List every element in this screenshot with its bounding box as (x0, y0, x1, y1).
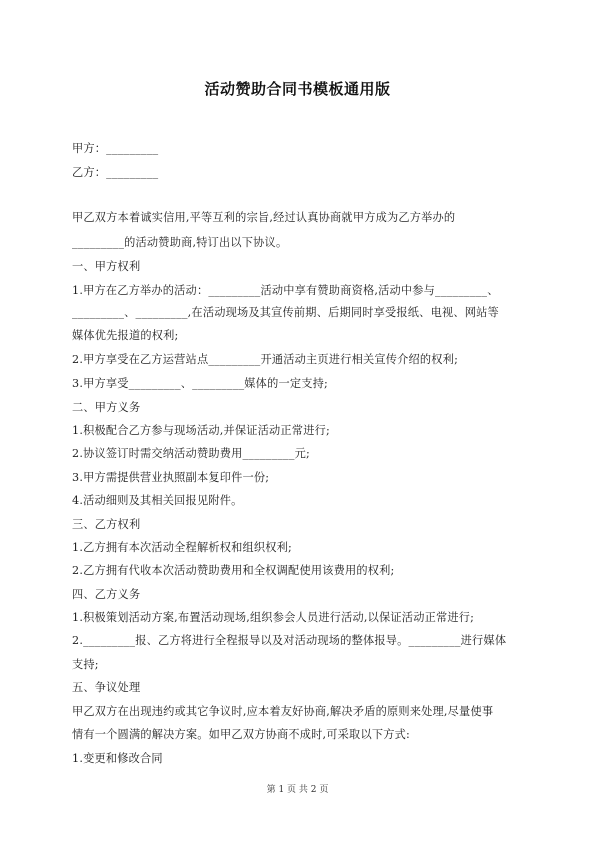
section-heading: 四、乙方义务 (72, 588, 141, 601)
clause-line: 1.变更和修改合同 (72, 752, 163, 765)
section-heading: 一、甲方权利 (72, 260, 141, 273)
section-heading: 五、争议处理 (72, 681, 141, 694)
clause-line: 1.甲方在乙方举办的活动：_________活动中享有赞助商资格,活动中参与_________、 (72, 284, 499, 297)
intro-paragraph-line: _________的活动赞助商,特订出以下协议。 (72, 236, 288, 249)
clause-line: 3.甲方享受_________、_________媒体的一定支持; (72, 377, 328, 390)
clause-line: 甲乙双方在出现违约或其它争议时,应本着友好协商,解决矛盾的原则来处理,尽量使事 (72, 705, 494, 718)
section-heading: 三、乙方权利 (72, 518, 141, 531)
party-b-line: 乙方：_________ (72, 166, 159, 179)
clause-line: 媒体优先报道的权利; (72, 329, 179, 342)
clause-line: 4.活动细则及其相关回报见附件。 (72, 494, 243, 507)
page-number-footer: 第 1 页 共 2 页 (266, 785, 329, 795)
clause-line: 情有一个圆满的解决方案。如甲乙双方协商不成时,可采取以下方式: (72, 728, 410, 741)
section-heading: 二、甲方义务 (72, 401, 141, 414)
clause-line: 1.积极策划活动方案,布置活动现场,组织参会人员进行活动,以保证活动正常进行; (72, 611, 475, 624)
clause-line: _________、_________,在活动现场及其宣传前期、后期同时享受报纸、电视、网站等 (72, 306, 499, 319)
clause-line: 1.积极配合乙方参与现场活动,并保证活动正常进行; (72, 424, 330, 437)
party-a-line: 甲方：_________ (72, 142, 159, 155)
clause-line: 2.甲方享受在乙方运营站点_________开通活动主页进行相关宣传介绍的权利; (72, 353, 459, 366)
clause-line: 2.协议签订时需交纳活动赞助费用_________元; (72, 447, 311, 460)
page-title: 活动赞助合同书模板通用版 (204, 80, 391, 98)
clause-line: 2._________报、乙方将进行全程报导以及对活动现场的整体报导。_________进行媒体 (72, 634, 507, 647)
clause-line: 1.乙方拥有本次活动全程解析权和组织权利; (72, 541, 293, 554)
intro-paragraph-line: 甲乙双方本着诚实信用,平等互利的宗旨,经过认真协商就甲方成为乙方举办的 (72, 211, 456, 224)
clause-line: 3.甲方需提供营业执照副本复印件一份; (72, 471, 270, 484)
clause-line: 2.乙方拥有代收本次活动赞助费用和全权调配使用该费用的权利; (72, 564, 395, 577)
clause-line: 支持; (72, 658, 99, 671)
